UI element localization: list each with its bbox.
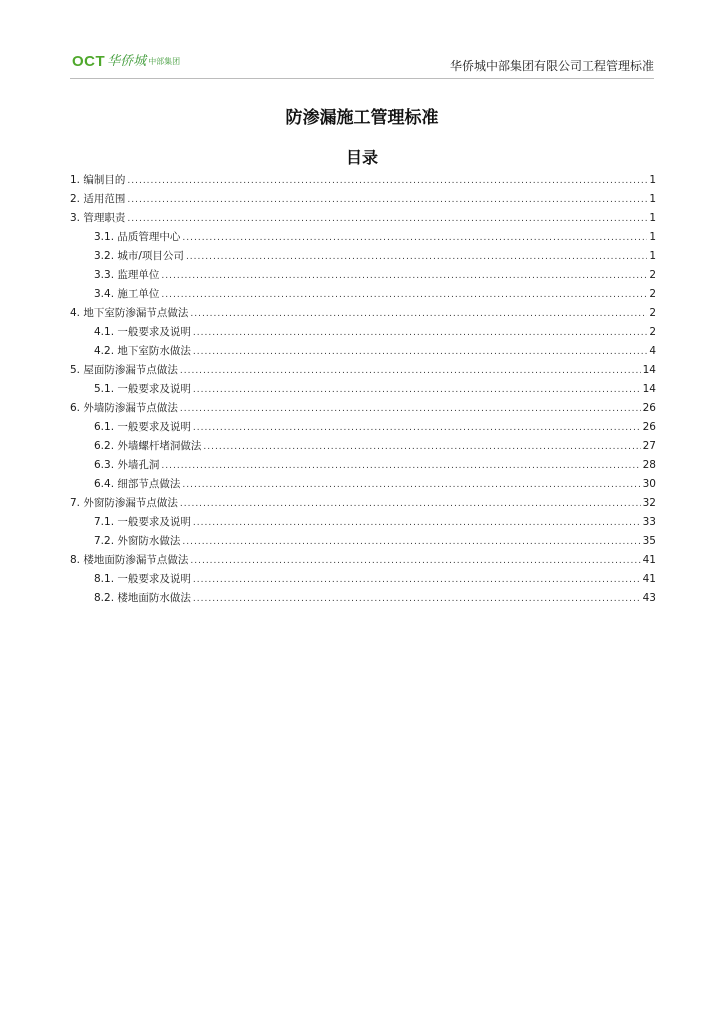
- toc-page-number: 2: [649, 269, 656, 281]
- toc-entry-number: 6.2.: [94, 440, 115, 452]
- toc-entry-number: 6.: [70, 402, 81, 414]
- toc-entry-text: 城市/项目公司: [117, 250, 184, 262]
- toc-page-number: 30: [642, 478, 656, 490]
- toc-entry-number: 1.: [70, 174, 81, 186]
- toc-leader-dots: [190, 305, 647, 324]
- toc-entry-label: [94, 418, 191, 437]
- toc-entry-label: [94, 380, 191, 399]
- toc-entry[interactable]: [70, 551, 656, 570]
- toc-entry-text: 管理职责: [83, 212, 126, 224]
- logo-script-text: 华侨城: [107, 54, 147, 69]
- toc-entry[interactable]: [70, 456, 656, 475]
- toc-entry-text: 外窗防水做法: [117, 535, 181, 547]
- toc-leader-dots: [193, 514, 641, 533]
- toc-leader-dots: [193, 324, 647, 343]
- toc-entry-number: 5.1.: [94, 383, 115, 395]
- toc-entry[interactable]: [70, 209, 656, 228]
- toc-entry-number: 6.1.: [94, 421, 115, 433]
- toc-entry-number: 7.: [70, 497, 81, 509]
- toc-entry-label: [94, 437, 201, 456]
- toc-leader-dots: [180, 400, 641, 419]
- toc-page-number: 28: [642, 459, 656, 471]
- toc-entry-text: 外墙防渗漏节点做法: [83, 402, 178, 414]
- toc-entry-text: 一般要求及说明: [117, 383, 191, 395]
- toc-page-number: 1: [649, 231, 656, 243]
- toc-entry-label: [94, 247, 184, 266]
- toc-entry-number: 7.1.: [94, 516, 115, 528]
- toc-title: 目录: [345, 148, 378, 167]
- toc-entry[interactable]: [70, 190, 656, 209]
- toc-entry-number: 4.1.: [94, 326, 115, 338]
- toc-entry-number: 4.2.: [94, 345, 115, 357]
- toc-leader-dots: [127, 210, 647, 229]
- toc-leader-dots: [193, 590, 641, 609]
- toc-entry[interactable]: [70, 532, 656, 551]
- toc-entry-number: 2.: [70, 193, 81, 205]
- toc-entry-label: [94, 342, 191, 361]
- toc-page-number: 26: [642, 421, 656, 433]
- toc-leader-dots: [161, 286, 647, 305]
- toc-entry-text: 楼地面防渗漏节点做法: [83, 554, 189, 566]
- toc-page-number: 14: [642, 364, 656, 376]
- toc-entry-number: 8.1.: [94, 573, 115, 585]
- toc-page-number: 4: [649, 345, 656, 357]
- toc-entry-text: 编制目的: [83, 174, 126, 186]
- toc-page-number: 41: [642, 554, 656, 566]
- toc-entry[interactable]: [70, 399, 656, 418]
- toc-entry[interactable]: [70, 228, 656, 247]
- toc-entry-label: [94, 532, 180, 551]
- toc-leader-dots: [193, 381, 641, 400]
- toc-leader-dots: [193, 343, 647, 362]
- toc-entry[interactable]: [70, 437, 656, 456]
- toc-entry[interactable]: [70, 342, 656, 361]
- company-standard-name: 华侨城中部集团有限公司工程管理标准: [449, 59, 654, 73]
- toc-page-number: 43: [642, 592, 656, 604]
- toc-entry[interactable]: [70, 285, 656, 304]
- toc-page-number: 32: [642, 497, 656, 509]
- toc-entry-label: [94, 456, 159, 475]
- toc-entry[interactable]: [70, 361, 656, 380]
- toc-leader-dots: [182, 533, 640, 552]
- toc-entry[interactable]: [70, 380, 656, 399]
- logo-sub-text: 中部集团: [148, 57, 181, 66]
- toc-page-number: 14: [642, 383, 656, 395]
- toc-entry-text: 屋面防渗漏节点做法: [83, 364, 178, 376]
- toc-entry-label: [94, 475, 180, 494]
- toc-entry-number: 3.1.: [94, 231, 115, 243]
- toc-page-number: 2: [649, 288, 656, 300]
- document-title: 防渗漏施工管理标准: [285, 108, 439, 128]
- toc-entry-label: [94, 285, 159, 304]
- toc-entry-text: 施工单位: [117, 288, 160, 300]
- toc-leader-dots: [127, 172, 647, 191]
- toc-leader-dots: [180, 495, 641, 514]
- toc-page-number: 2: [649, 326, 656, 338]
- logo-oct-text: OCT: [72, 53, 106, 70]
- toc-entry-text: 适用范围: [83, 193, 126, 205]
- toc-entry-number: 6.3.: [94, 459, 115, 471]
- toc-entry-label: [70, 190, 125, 209]
- toc-entry-text: 地下室防水做法: [117, 345, 191, 357]
- toc-entry-text: 一般要求及说明: [117, 421, 191, 433]
- toc-entry[interactable]: [70, 475, 656, 494]
- toc-entry-label: [70, 171, 125, 190]
- toc-leader-dots: [186, 248, 647, 267]
- toc-entry[interactable]: [70, 247, 656, 266]
- toc-entry[interactable]: [70, 304, 656, 323]
- toc-entry-text: 外墙螺杆堵洞做法: [117, 440, 202, 452]
- toc-entry-number: 7.2.: [94, 535, 115, 547]
- toc-entry-number: 3.3.: [94, 269, 115, 281]
- toc-leader-dots: [180, 362, 641, 381]
- toc-entry-text: 一般要求及说明: [117, 573, 191, 585]
- toc-entry[interactable]: [70, 323, 656, 342]
- toc-entry-text: 一般要求及说明: [117, 516, 191, 528]
- toc-entry-text: 外墙孔洞: [117, 459, 160, 471]
- toc-leader-dots: [190, 552, 640, 571]
- toc-entry-text: 楼地面防水做法: [117, 592, 191, 604]
- toc-entry-label: [70, 304, 188, 323]
- toc-entry-label: [70, 399, 178, 418]
- toc-leader-dots: [182, 476, 640, 495]
- table-of-contents: [70, 171, 656, 608]
- toc-leader-dots: [203, 438, 640, 457]
- toc-leader-dots: [193, 419, 641, 438]
- header-divider: [70, 78, 654, 79]
- toc-entry-number: 8.: [70, 554, 81, 566]
- toc-entry-label: [94, 513, 191, 532]
- toc-entry-label: [70, 361, 178, 380]
- toc-entry-number: 5.: [70, 364, 81, 376]
- toc-entry[interactable]: [70, 418, 656, 437]
- toc-page-number: 26: [642, 402, 656, 414]
- toc-entry-label: [70, 209, 125, 228]
- toc-leader-dots: [193, 571, 641, 590]
- toc-entry-number: 3.4.: [94, 288, 115, 300]
- toc-entry-label: [94, 570, 191, 589]
- toc-entry-text: 外窗防渗漏节点做法: [83, 497, 178, 509]
- toc-page-number: 27: [642, 440, 656, 452]
- toc-entry[interactable]: [70, 589, 656, 608]
- company-logo: [72, 53, 180, 71]
- toc-entry-label: [70, 494, 178, 513]
- toc-page-number: 1: [649, 212, 656, 224]
- toc-page-number: 33: [642, 516, 656, 528]
- toc-entry[interactable]: [70, 171, 656, 190]
- toc-page-number: 1: [649, 174, 656, 186]
- toc-entry[interactable]: [70, 513, 656, 532]
- toc-entry-text: 监理单位: [117, 269, 160, 281]
- toc-leader-dots: [182, 229, 647, 248]
- toc-entry-number: 3.: [70, 212, 81, 224]
- toc-entry-label: [94, 589, 191, 608]
- toc-entry-label: [70, 551, 188, 570]
- toc-leader-dots: [161, 457, 640, 476]
- toc-entry-text: 一般要求及说明: [117, 326, 191, 338]
- toc-leader-dots: [127, 191, 647, 210]
- toc-entry-number: 3.2.: [94, 250, 115, 262]
- toc-entry-label: [94, 266, 159, 285]
- page-header: [0, 0, 724, 80]
- toc-entry[interactable]: [70, 266, 656, 285]
- toc-page-number: 1: [649, 250, 656, 262]
- toc-entry-number: 8.2.: [94, 592, 115, 604]
- toc-entry-number: 4.: [70, 307, 81, 319]
- toc-entry-text: 品质管理中心: [117, 231, 181, 243]
- toc-entry-label: [94, 228, 180, 247]
- toc-page-number: 1: [649, 193, 656, 205]
- toc-entry-label: [94, 323, 191, 342]
- toc-entry[interactable]: [70, 570, 656, 589]
- toc-entry-number: 6.4.: [94, 478, 115, 490]
- toc-entry[interactable]: [70, 494, 656, 513]
- toc-entry-text: 细部节点做法: [117, 478, 181, 490]
- toc-page-number: 41: [642, 573, 656, 585]
- toc-leader-dots: [161, 267, 647, 286]
- toc-entry-text: 地下室防渗漏节点做法: [83, 307, 189, 319]
- toc-page-number: 35: [642, 535, 656, 547]
- toc-page-number: 2: [649, 307, 656, 319]
